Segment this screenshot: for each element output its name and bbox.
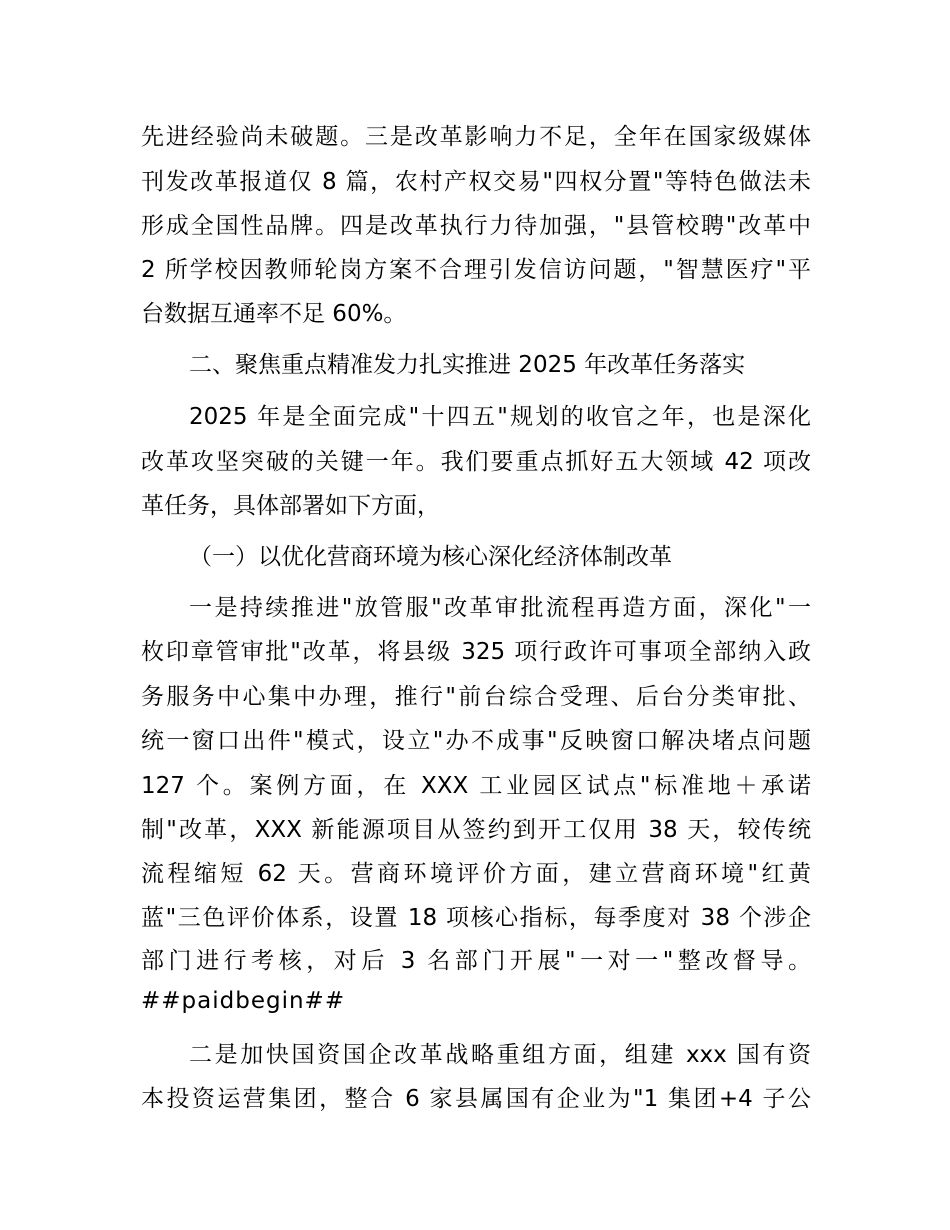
body-text-line: 先进经验尚未破题。三是改革影响力不足，全年在国家级媒体 [141, 124, 811, 150]
subsection-heading: （一）以优化营商环境为核心深化经济体制改革 [189, 544, 672, 570]
paid-marker: ##paidbegin## [141, 988, 346, 1014]
body-text-line: 台数据互通率不足 60%。 [141, 301, 407, 327]
body-text-line: 蓝"三色评价体系，设置 18 项核心指标，每季度对 38 个涉企 [141, 905, 811, 931]
body-text-line: 形成全国性品牌。四是改革执行力待加强，"县管校聘"改革中 [141, 213, 811, 239]
body-text-line: 务服务中心集中办理，推行"前台综合受理、后台分类审批、 [141, 684, 811, 710]
body-text-line: 部门进行考核，对后 3 名部门开展"一对一"整改督导。 [141, 948, 811, 974]
body-text-line: 枚印章管审批"改革，将县级 325 项行政许可事项全部纳入政 [141, 639, 811, 665]
body-text-line: 革任务，具体部署如下方面， [141, 493, 440, 519]
body-text-line: 制"改革，XXX 新能源项目从签约到开工仅用 38 天，较传统 [141, 817, 811, 843]
body-text-line: 改革攻坚突破的关键一年。我们要重点抓好五大领域 42 项改 [141, 449, 811, 475]
body-text-line: 二是加快国资国企改革战略重组方面，组建 xxx 国有资 [189, 1042, 811, 1068]
body-text-line: 统一窗口出件"模式，设立"办不成事"反映窗口解决堵点问题 [141, 728, 811, 754]
body-text-line: 一是持续推进"放管服"改革审批流程再造方面，深化"一 [189, 595, 811, 621]
body-text-line: 流程缩短 62 天。营商环境评价方面，建立营商环境"红黄 [141, 861, 811, 887]
section-heading: 二、聚焦重点精准发力扎实推进 2025 年改革任务落实 [189, 352, 746, 378]
body-text-line: 2025 年是全面完成"十四五"规划的收官之年，也是深化 [189, 404, 811, 430]
body-text-line: 2 所学校因教师轮岗方案不合理引发信访问题，"智慧医疗"平 [141, 257, 811, 283]
body-text-line: 127 个。案例方面，在 XXX 工业园区试点"标准地＋承诺 [141, 773, 811, 799]
body-text-line: 刊发改革报道仅 8 篇，农村产权交易"四权分置"等特色做法未 [141, 169, 811, 195]
body-text-line: 本投资运营集团，整合 6 家县属国有企业为"1 集团+4 子公 [141, 1086, 811, 1112]
